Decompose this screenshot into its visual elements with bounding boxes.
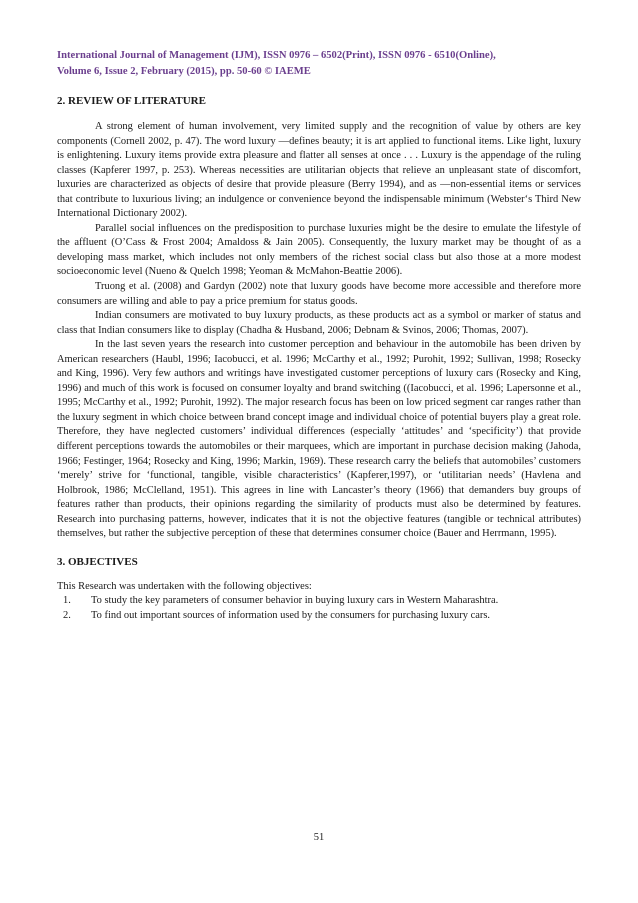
journal-header xyxy=(57,48,581,80)
paper-page xyxy=(57,48,581,624)
journal-header-line-1: International Journal of Management (IJM), ISSN 0976 – 6502(Print), ISSN 0976 - 6510(Online), xyxy=(57,50,496,61)
objective-number: 2. xyxy=(63,609,71,621)
page-number: 51 xyxy=(313,832,325,843)
section-2-title: 2. REVIEW OF LITERATURE xyxy=(57,95,206,107)
literature-paragraph: Truong et al. (2008) and Gardyn (2002) note that luxury goods have become more accessible and therefore more consumers are willing and able to pay a price premium for status goods. xyxy=(57,281,581,307)
objective-item xyxy=(57,609,581,624)
objective-number: 1. xyxy=(63,595,71,607)
literature-paragraph: Indian consumers are motivated to buy luxury products, as these products act as a symbol or marker of status and class that Indian consumers like to display (Chadha & Husband, 2006; Debnam & Svinos, 2006; Thomas, 2007). xyxy=(57,310,581,336)
section-2-body xyxy=(57,120,581,542)
journal-header-line-2: Volume 6, Issue 2, February (2015), pp. 50-60 © IAEME xyxy=(57,66,311,77)
objectives-intro: This Research was undertaken with the following objectives: xyxy=(57,580,312,592)
objectives-list xyxy=(57,594,581,623)
literature-paragraph: A strong element of human involvement, very limited supply and the recognition of value by others are key components (Cornell 2002, p. 47). The word luxury ―defines beauty; it is art applied to functional items. Like light, luxury is enlightening. Luxury items provide extra pleasure and flatter all senses at once . . . Luxury is the appendage of the ruling classes (Kapferer 1997, p. 253). Whereas necessities are utilitarian objects that relieve an unpleasant state of discomfort, luxuries are characterized as objects of desire that provide pleasure (Berry 1994), and as ―non-essential items or services that contribute to luxurious living; an indulgence or convenience beyond the indispensable minimum (Webster‘s Third New International Dictionary 2002). xyxy=(57,121,581,220)
objective-text: To find out important sources of information used by the consumers for purchasing luxury cars. xyxy=(91,609,490,621)
section-3-title xyxy=(57,555,581,570)
section-3-number: 3 xyxy=(57,555,63,568)
literature-paragraph: In the last seven years the research into customer perception and behaviour in the automobile has been driven by American researchers (Haubl, 1996; Iacobucci, et al. 1996; McCarthy et al., 1992; Purohit, 1992; Sullivan, 1998; Rosecky and King, 1996). Very few authors and writings have investigated customer perceptions of luxury cars (Rosecky and King, 1996) and much of this work is focused on consumer loyalty and brand switching ((Iacobucci, et al. 1996; Lapersonne et al., 1995; McCarthy et al., 1992; Purohit, 1992). The major research focus has been on low priced segment car ranges rather than the luxury segment in which choice between brand concept image and individual choice of potential buyers play a great role. Therefore, they have neglected customers’ individual differences (especially ‘attitudes’ and ‘specificity’) that provide different perceptions towards the automobiles or their marquees, which are important in purchase decision making (Jahoda, 1966; Festinger, 1964; Rosecky and King, 1996; Markin, 1969). These research carry the beliefs that automobiles’ customers ‘merely’ strive for ‘functional, tangible, visible characteristics’ (Kapferer,1997), or ‘utilitarian needs’ (Havlena and Holbrook, 1986; McClelland, 1951). This agrees in line with Lancaster’s theory (1966) that demanders buy groups of features rather than products, their opinions regarding the similarity of products must also be determined by features. Research into purchasing patterns, however, indicates that it is not the objective features (tangible or technical attributes) themselves, but rather the subjective perception of these that determines consumer choice (Bauer and Herrmann, 1995). xyxy=(57,339,581,540)
objective-text: To study the key parameters of consumer behavior in buying luxury cars in Western Maharashtra. xyxy=(91,595,499,607)
section-3-heading: . OBJECTIVES xyxy=(62,555,138,568)
literature-paragraph: Parallel social influences on the predisposition to purchase luxuries might be the desire to emulate the lifestyle of the affluent (O’Cass & Frost 2004; Amaldoss & Jain 2005). Consequently, the luxury market may be thought of as a developing mass market, which includes not only members of the richest social class but also those at a more modest socioeconomic level (Nueno & Quelch 1998; Yeoman & McMahon-Beattie 2006). xyxy=(57,222,581,278)
objective-item xyxy=(57,594,581,609)
